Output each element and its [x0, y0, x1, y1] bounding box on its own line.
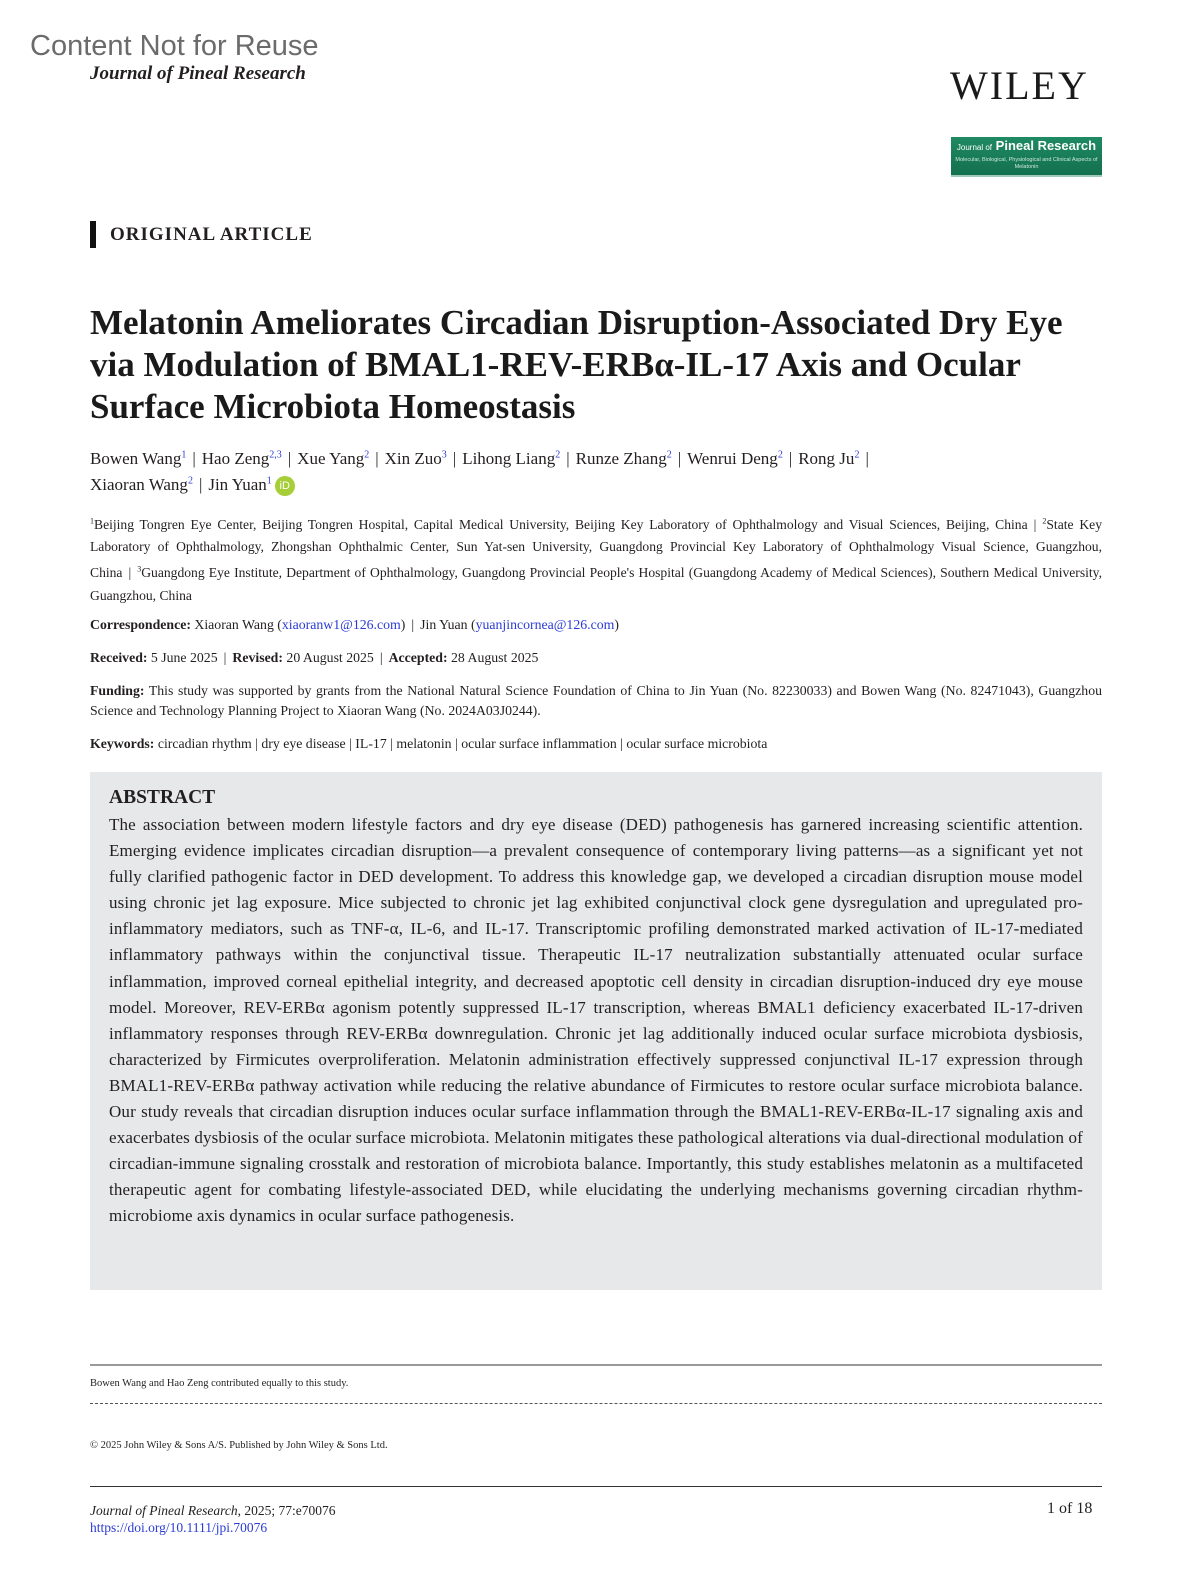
- author: Runze Zhang$^2$: [575, 448, 672, 468]
- footer-volume: , 2025; 77:e70076: [237, 1503, 336, 1518]
- logo-tagline: Molecular, Biological, Physiological and Clinical Aspects of Melatonin: [955, 157, 1098, 170]
- footer-journal: Journal of Pineal Research: [90, 1503, 238, 1518]
- received-label: Received:: [90, 650, 148, 665]
- separator: |: [192, 448, 196, 468]
- author-affiliation-number[interactable]: 2,3: [269, 449, 282, 460]
- correspondent-name: Xiaoran Wang: [194, 617, 274, 632]
- revised-date: 20 August 2025: [286, 650, 374, 665]
- author: Jin Yuan$^1$: [208, 475, 272, 495]
- abstract-box: [90, 772, 1102, 1290]
- separator: |: [788, 448, 793, 468]
- author-affiliation-number[interactable]: 2: [777, 449, 783, 460]
- author: Bowen Wang$^1$: [90, 448, 187, 468]
- divider: [90, 1486, 1102, 1487]
- page-number: 1 of 18: [1047, 1500, 1093, 1517]
- keywords: [90, 734, 1102, 754]
- divider: [90, 1403, 1102, 1404]
- accepted-date: 28 August 2025: [451, 650, 539, 665]
- author-affiliation-number[interactable]: 1: [181, 449, 187, 460]
- funding: [90, 681, 1102, 721]
- revised-label: Revised:: [232, 650, 283, 665]
- author-affiliation-number[interactable]: 2: [364, 449, 370, 460]
- footnote: Bowen Wang and Hao Zeng contributed equally to this study.: [90, 1378, 349, 1389]
- affiliation: $^3$Guangdong Eye Institute, Department of Ophthalmology, Guangdong Provincial People's Hospital (Guangdong Academy of Medical Sciences), Southern Medical University, Guangzhou, China: [90, 564, 1102, 603]
- author-affiliation-number[interactable]: 2: [555, 449, 561, 460]
- copyright: © 2025 John Wiley & Sons A/S. Published by John Wiley & Sons Ltd.: [90, 1440, 388, 1451]
- doi-link[interactable]: https://doi.org/10.1111/jpi.70076: [90, 1520, 268, 1535]
- separator: |: [375, 448, 379, 468]
- article-title: Melatonin Ameliorates Circadian Disruption-Associated Dry Eye via Modulation of BMAL1-REV-ERBα-IL-17 Axis and Ocular Surface Microbiota Homeostasis: [90, 303, 1063, 426]
- author: Xue Yang$^2$: [297, 448, 370, 468]
- separator: |: [566, 448, 570, 468]
- funding-label: Funding:: [90, 683, 145, 698]
- separator: |: [198, 475, 203, 495]
- logo-name: Pineal Research: [995, 138, 1097, 153]
- author-affiliation-number[interactable]: 2: [854, 449, 860, 460]
- separator: |: [452, 448, 457, 468]
- email-link[interactable]: yuanjincornea@126.com: [475, 617, 615, 632]
- correspondence-label: Correspondence:: [90, 617, 191, 632]
- author-affiliation-number[interactable]: 2: [666, 449, 672, 460]
- correspondence: Correspondence: Xiaoran Wang (xiaoranw1@126.com) | Jin Yuan (yuanjincornea@126.com): [90, 617, 619, 632]
- author-affiliation-number[interactable]: 2: [187, 475, 193, 487]
- journal-logo: [951, 137, 1102, 177]
- author-affiliation-number[interactable]: 1: [266, 475, 272, 487]
- journal-name: Journal of Pineal Research: [90, 63, 306, 84]
- accepted-label: Accepted:: [388, 650, 448, 665]
- affiliation: $^1$Beijing Tongren Eye Center, Beijing Tongren Hospital, Capital Medical University, Beijing Key Laboratory of Ophthalmology and Visual Sciences, Beijing, China: [90, 516, 1028, 532]
- funding-text: This study was supported by grants from the National Natural Science Foundation of China to Jin Yuan (No. 82230033) and Bowen Wang (No. 82471043), Guangzhou Science and Technology Planning Project to Xiaoran Wang (No. 2024A03J0244).: [90, 683, 1102, 718]
- author: Wenrui Deng$^2$: [687, 448, 783, 468]
- author: Xin Zuo$^3$: [384, 448, 447, 468]
- divider: [90, 1364, 1102, 1366]
- author: Hao Zeng$^{2,3}$: [201, 448, 282, 468]
- logo-prefix: Journal of: [956, 143, 993, 152]
- abstract-text: The association between modern lifestyle factors and dry eye disease (DED) pathogenesis has garnered increasing scientific attention. Emerging evidence implicates circadian disruption—a prevalent consequence of contemporary living patterns—as a significant yet not fully clarified pathogenic factor in DED development. To address this knowledge gap, we developed a circadian disruption mouse model using chronic jet lag exposure. Mice subjected to chronic jet lag exhibited conjunctival clock gene dysregulation and upregulated pro-inflammatory mediators, such as TNF-α, IL-6, and IL-17. Transcriptomic profiling demonstrated marked activation of IL-17-mediated inflammatory pathways within the conjunctival tissue. Therapeutic IL-17 neutralization substantially attenuated ocular surface inflammation, improved corneal epithelial integrity, and decreased apoptotic cell density in circadian disruption-induced dry eye mouse model. Moreover, REV-ERBα agonism potently suppressed IL-17 transcription, whereas BMAL1 deficiency exacerbated IL-17-driven inflammatory responses through REV-ERBα downregulation. Chronic jet lag additionally induced ocular surface microbiota dysbiosis, characterized by Firmicutes overproliferation. Melatonin administration effectively suppressed conjunctival IL-17 expression through BMAL1-REV-ERBα pathway activation while reducing the relative abundance of Firmicutes to restore ocular surface microbiota balance. Our study reveals that circadian disruption induces ocular surface inflammation through the BMAL1-REV-ERBα-IL-17 signaling axis and exacerbates dysbiosis of the ocular surface microbiota. Melatonin mitigates these pathological alterations via dual-directional modulation of circadian-immune signaling crosstalk and restoration of microbiota balance. Importantly, this study establishes melatonin as a multifaceted therapeutic agent for combating lifestyle-associated DED, while elucidating the underlying mechanisms governing circadian rhythm-microbiome axis dynamics in ocular surface pathogenesis.: [109, 815, 1083, 1226]
- keywords-label: Keywords:: [90, 736, 155, 751]
- affiliations: $^1$Beijing Tongren Eye Center, Beijing Tongren Hospital, Capital Medical University, Beijing Key Laboratory of Ophthalmology and Visual Sciences, Beijing, China | $^2$State Key Laboratory of Ophthalmology, Zhongshan Ophthalmic Center, Sun Yat-sen University, Guangdong Provincial Key Laboratory of Ophthalmology Visual Science, Guangzhou, China | $^3$Guangdong Eye Institute, Department of Ophthalmology, Guangdong Provincial People's Hospital (Guangdong Academy of Medical Sciences), Southern Medical University, Guangzhou, China: [90, 516, 1102, 603]
- article-type: ORIGINAL ARTICLE: [90, 221, 313, 248]
- author: Rong Ju$^2$: [798, 448, 860, 468]
- separator: |: [677, 448, 682, 468]
- received-date: 5 June 2025: [150, 650, 218, 665]
- separator: |: [287, 448, 292, 468]
- correspondent-name: Jin Yuan: [420, 617, 468, 632]
- author-affiliation-number[interactable]: 3: [441, 449, 447, 460]
- publisher-logo: WILEY: [950, 63, 1089, 108]
- keywords-text: circadian rhythm | dry eye disease | IL-17 | melatonin | ocular surface inflammation | ocular surface microbiota: [157, 736, 768, 751]
- author-list: [90, 443, 1102, 496]
- affiliation: $^2$State Key Laboratory of Ophthalmology, Zhongshan Ophthalmic Center, Sun Yat-sen University, Guangdong Provincial Key Laboratory of Ophthalmology Visual Science, Guangzhou, China: [90, 516, 1102, 581]
- orcid-icon[interactable]: iD: [275, 476, 295, 496]
- footer-citation: [90, 1502, 335, 1536]
- email-link[interactable]: xiaoranw1@126.com: [281, 617, 401, 632]
- separator: |: [865, 448, 869, 468]
- dates: Received: 5 June 2025 | Revised: 20 August 2025 | Accepted: 28 August 2025: [90, 650, 539, 665]
- author: Lihong Liang$^2$: [462, 448, 561, 468]
- watermark: Content Not for Reuse: [30, 30, 319, 62]
- author: Xiaoran Wang$^2$: [90, 475, 193, 495]
- abstract-heading: ABSTRACT: [109, 787, 216, 808]
